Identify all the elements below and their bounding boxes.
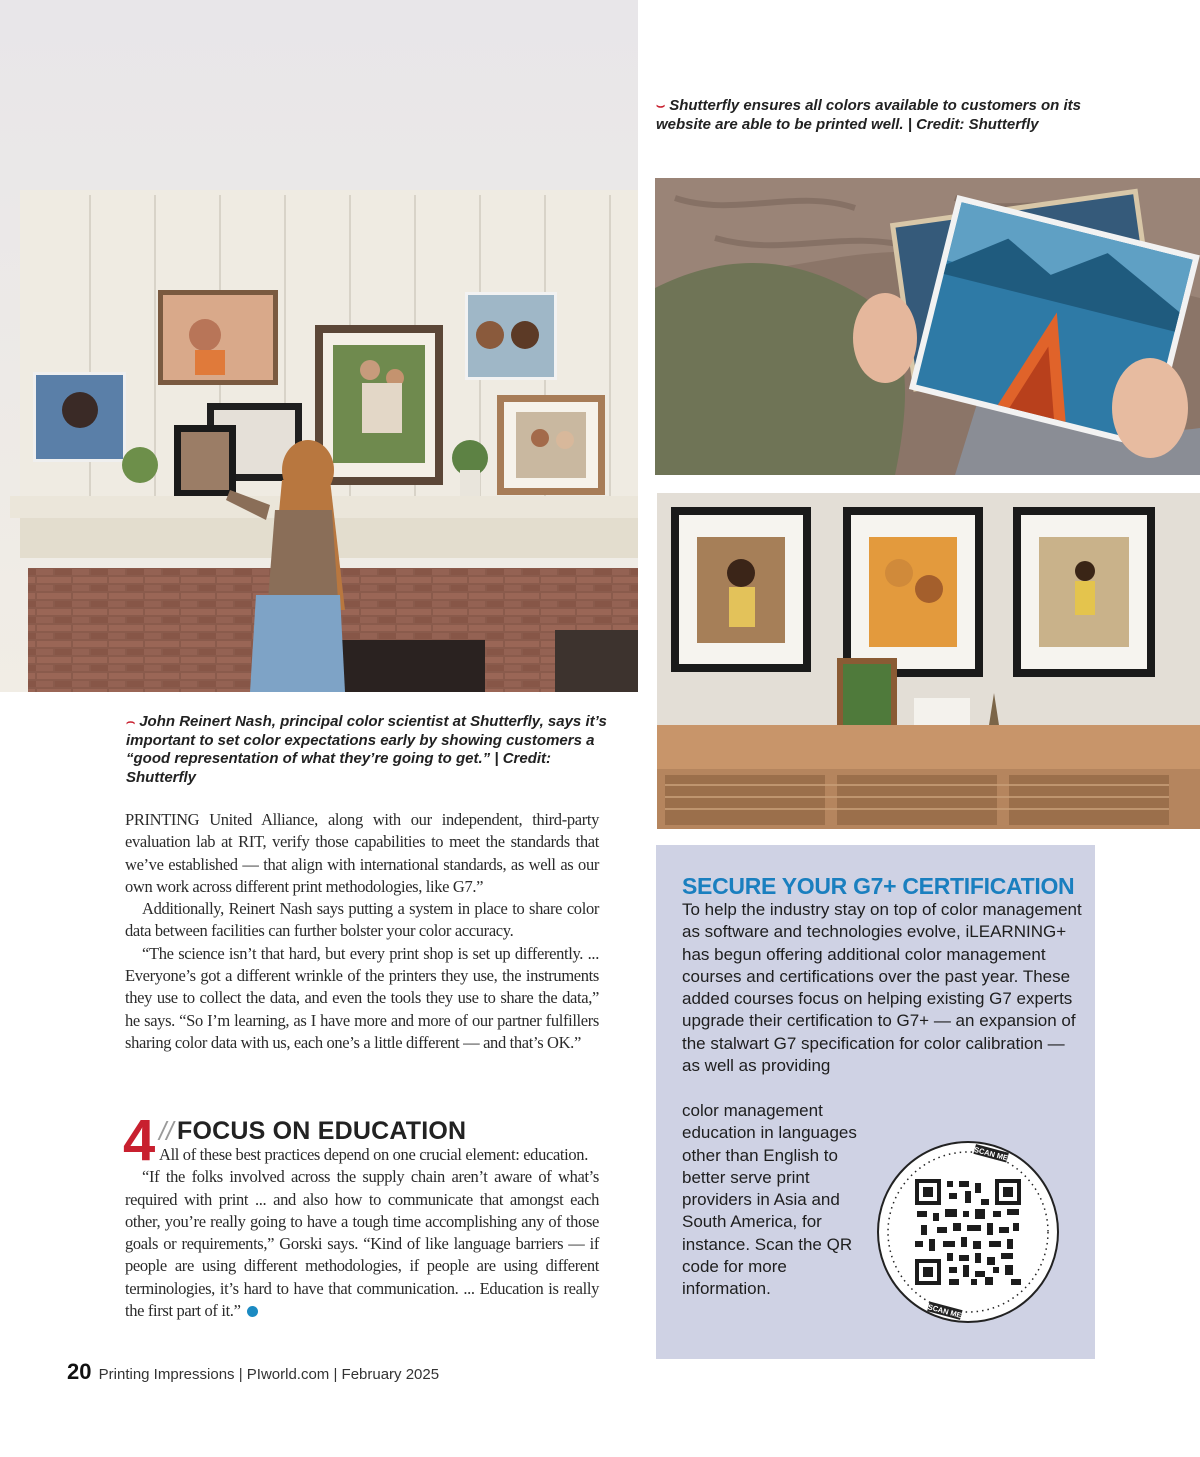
chevron-down-icon: ⌣ [656, 97, 666, 113]
photo-kayak-prints [655, 178, 1200, 475]
caption-text: John Reinert Nash, principal color scientist at Shutterfly, says it’s important to set color expectations early by showing customers a “good representation of what they’re going to get.” | Credit: Shutterfly [126, 713, 607, 786]
page-footer [67, 1359, 439, 1385]
qr-label-top: SCAN ME [973, 1144, 1009, 1163]
dot-icon [247, 1306, 258, 1317]
page-number: 20 [67, 1359, 92, 1384]
photo-caption-gallery-wall [126, 712, 616, 787]
qr-code-icon[interactable] [875, 1139, 1061, 1325]
article-paragraph [125, 1166, 599, 1322]
section-slashes: // [159, 1116, 174, 1146]
article-paragraph: PRINTING United Alliance, along with our independent, third-party evaluation lab at RIT, verify those capabilities to meet the standards that we’ve established — that align with international standards, as well as our own work across different print methodologies, like G7.” [125, 810, 599, 896]
article-body-section-4 [125, 1144, 599, 1322]
sidebar-title: SECURE YOUR G7+ CERTIFICATION [682, 873, 1075, 899]
section-title: FOCUS ON EDUCATION [177, 1117, 467, 1145]
section-number: 4 [123, 1108, 153, 1173]
sidebar-text: To help the industry stay on top of color management as software and technologies evolve, iLEARNING+ has begun offering additional color management courses and certifications over the past year. These added courses focus on helping existing G7 experts upgrade their certification to G7+ — an expansion of the stalwart G7 specification for color calibration — as well as providing [682, 900, 1082, 1076]
sidebar-g7-certification [656, 845, 1095, 1359]
sidebar-text-continued: color management education in languages other than English to better serve print providers in Asia and South America, for instance. Scan the QR code for more information. [682, 1101, 857, 1299]
photo-gallery-wall [0, 0, 638, 692]
qr-label-bottom: SCAN ME [926, 1302, 963, 1320]
article-body [125, 809, 599, 1054]
photo-caption-kayak [656, 96, 1086, 134]
caption-text: Shutterfly ensures all colors available to customers on its website are able to be printed well. | Credit: Shutterfly [656, 97, 1082, 133]
article-paragraph: All of these best practices depend on one crucial element: education. [159, 1145, 588, 1164]
article-paragraph-text: “If the folks involved across the supply chain aren’t aware of what’s required with print ... and also how to communicate that amongst each other, you’re really going to have a tough time accomplishing any of those goals or requirements,” Gorski says. “Kind of like language barriers — if people are using different methodologies, if people are using different terminologies, it’s hard to have that communication. ... Education is really the first part of it.” [125, 1167, 599, 1321]
footer-publication: Printing Impressions | PIworld.com | February 2025 [98, 1366, 440, 1383]
chevron-up-icon: ⌢ [126, 713, 136, 729]
photo-framed-prints [657, 493, 1200, 829]
article-paragraph: “The science isn’t that hard, but every print shop is set up differently. ... Everyone’s got a different wrinkle of the printers they use, the instruments they use to collect the data, and even the tools they use to share the data,” he says. “So I’m learning, as I have more and more of our partner fulfillers sharing color data with us, each one’s a little different — and that’s OK.” [125, 943, 599, 1052]
article-paragraph: Additionally, Reinert Nash says putting a system in place to share color data between facilities can further bolster your color accuracy. [125, 899, 599, 941]
